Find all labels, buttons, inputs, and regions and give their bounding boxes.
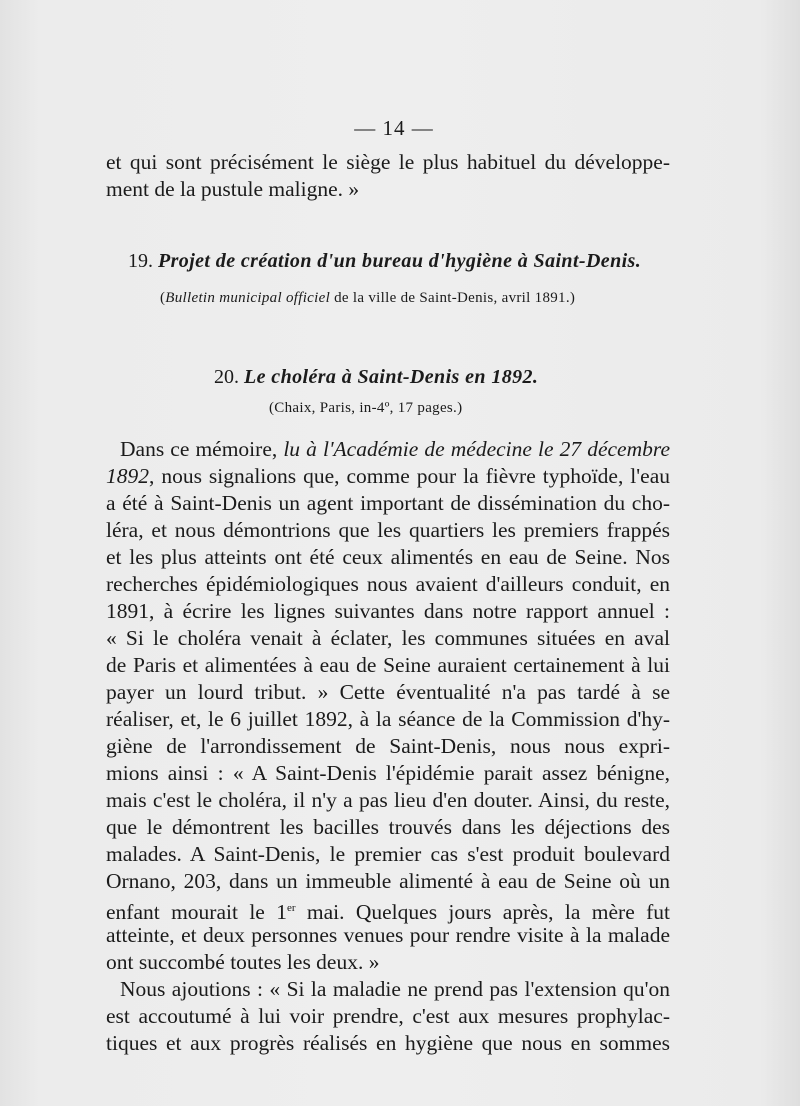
entry-title: Le choléra à Saint-Denis en 1892. bbox=[244, 366, 539, 388]
text-line: enfant mourait le 1er mai. Quelques jours après, la mère fut bbox=[106, 900, 671, 925]
text-line: ment de la pustule maligne. » bbox=[106, 177, 360, 201]
text-line: est accoutumé à lui voir prendre, c'est aux mesures prophylac- bbox=[106, 1004, 670, 1028]
entry-number: 19. bbox=[128, 250, 153, 272]
source-journal: Bulletin municipal officiel bbox=[165, 290, 331, 306]
text-line: que le démontrent les bacilles trouvés dans les déjections des bbox=[106, 815, 670, 839]
text-line: Ornano, 203, dans un immeuble alimenté à eau de Seine où un bbox=[106, 869, 670, 893]
text-line: malades. A Saint-Denis, le premier cas s'est produit boulevard bbox=[106, 842, 670, 866]
text-line: « Si le choléra venait à éclater, les communes situées en aval bbox=[106, 626, 670, 650]
text-line: recherches épidémiologiques nous avaient d'ailleurs conduit, en bbox=[106, 572, 670, 596]
text-line: tiques et aux progrès réalisés en hygiène que nous en sommes bbox=[106, 1031, 670, 1055]
text-line: atteinte, et deux personnes venues pour rendre visite à la malade bbox=[106, 923, 670, 947]
entry-19-source: (Bulletin municipal officiel de la ville de Saint-Denis, avril 1891.) bbox=[160, 290, 576, 306]
text-line: de Paris et alimentées à eau de Seine auraient certainement à lui bbox=[106, 653, 670, 677]
text-line: léra, et nous démontrions que les quartiers les premiers frappés bbox=[106, 518, 670, 542]
text-line: 1892, nous signalions que, comme pour la fièvre typhoïde, l'eau bbox=[106, 464, 670, 488]
text-line: Dans ce mémoire, lu à l'Académie de médecine le 27 décembre bbox=[120, 437, 670, 461]
entry-title: Projet de création d'un bureau d'hygiène à Saint-Denis. bbox=[158, 250, 642, 272]
text-line: et les plus atteints ont été ceux alimentés en eau de Seine. Nos bbox=[106, 545, 670, 569]
text-line: Nous ajoutions : « Si la maladie ne prend pas l'extension qu'on bbox=[120, 977, 670, 1001]
entry-number: 20. bbox=[214, 366, 239, 388]
entry-20-source: (Chaix, Paris, in-4º, 17 pages.) bbox=[269, 400, 463, 416]
text-line: ont succombé toutes les deux. » bbox=[106, 950, 380, 974]
page-number: — 14 — bbox=[354, 116, 434, 140]
text-line: mions ainsi : « A Saint-Denis l'épidémie parait assez bénigne, bbox=[106, 761, 670, 785]
entry-19-heading bbox=[128, 250, 641, 273]
text-line: réaliser, et, le 6 juillet 1892, à la séance de la Commission d'hy- bbox=[106, 707, 670, 731]
entry-20-heading bbox=[214, 366, 538, 389]
text-line: 1891, à écrire les lignes suivantes dans notre rapport annuel : bbox=[106, 599, 670, 623]
text-line: a été à Saint-Denis un agent important de dissémination du cho- bbox=[106, 491, 670, 515]
text-line: mais c'est le choléra, il n'y a pas lieu d'en douter. Ainsi, du reste, bbox=[106, 788, 670, 812]
text-line: giène de l'arrondissement de Saint-Denis, nous nous expri- bbox=[106, 734, 670, 758]
text-line: payer un lourd tribut. » Cette éventualité n'a pas tardé à se bbox=[106, 680, 670, 704]
text-line: et qui sont précisément le siège le plus habituel du développe- bbox=[106, 150, 670, 174]
